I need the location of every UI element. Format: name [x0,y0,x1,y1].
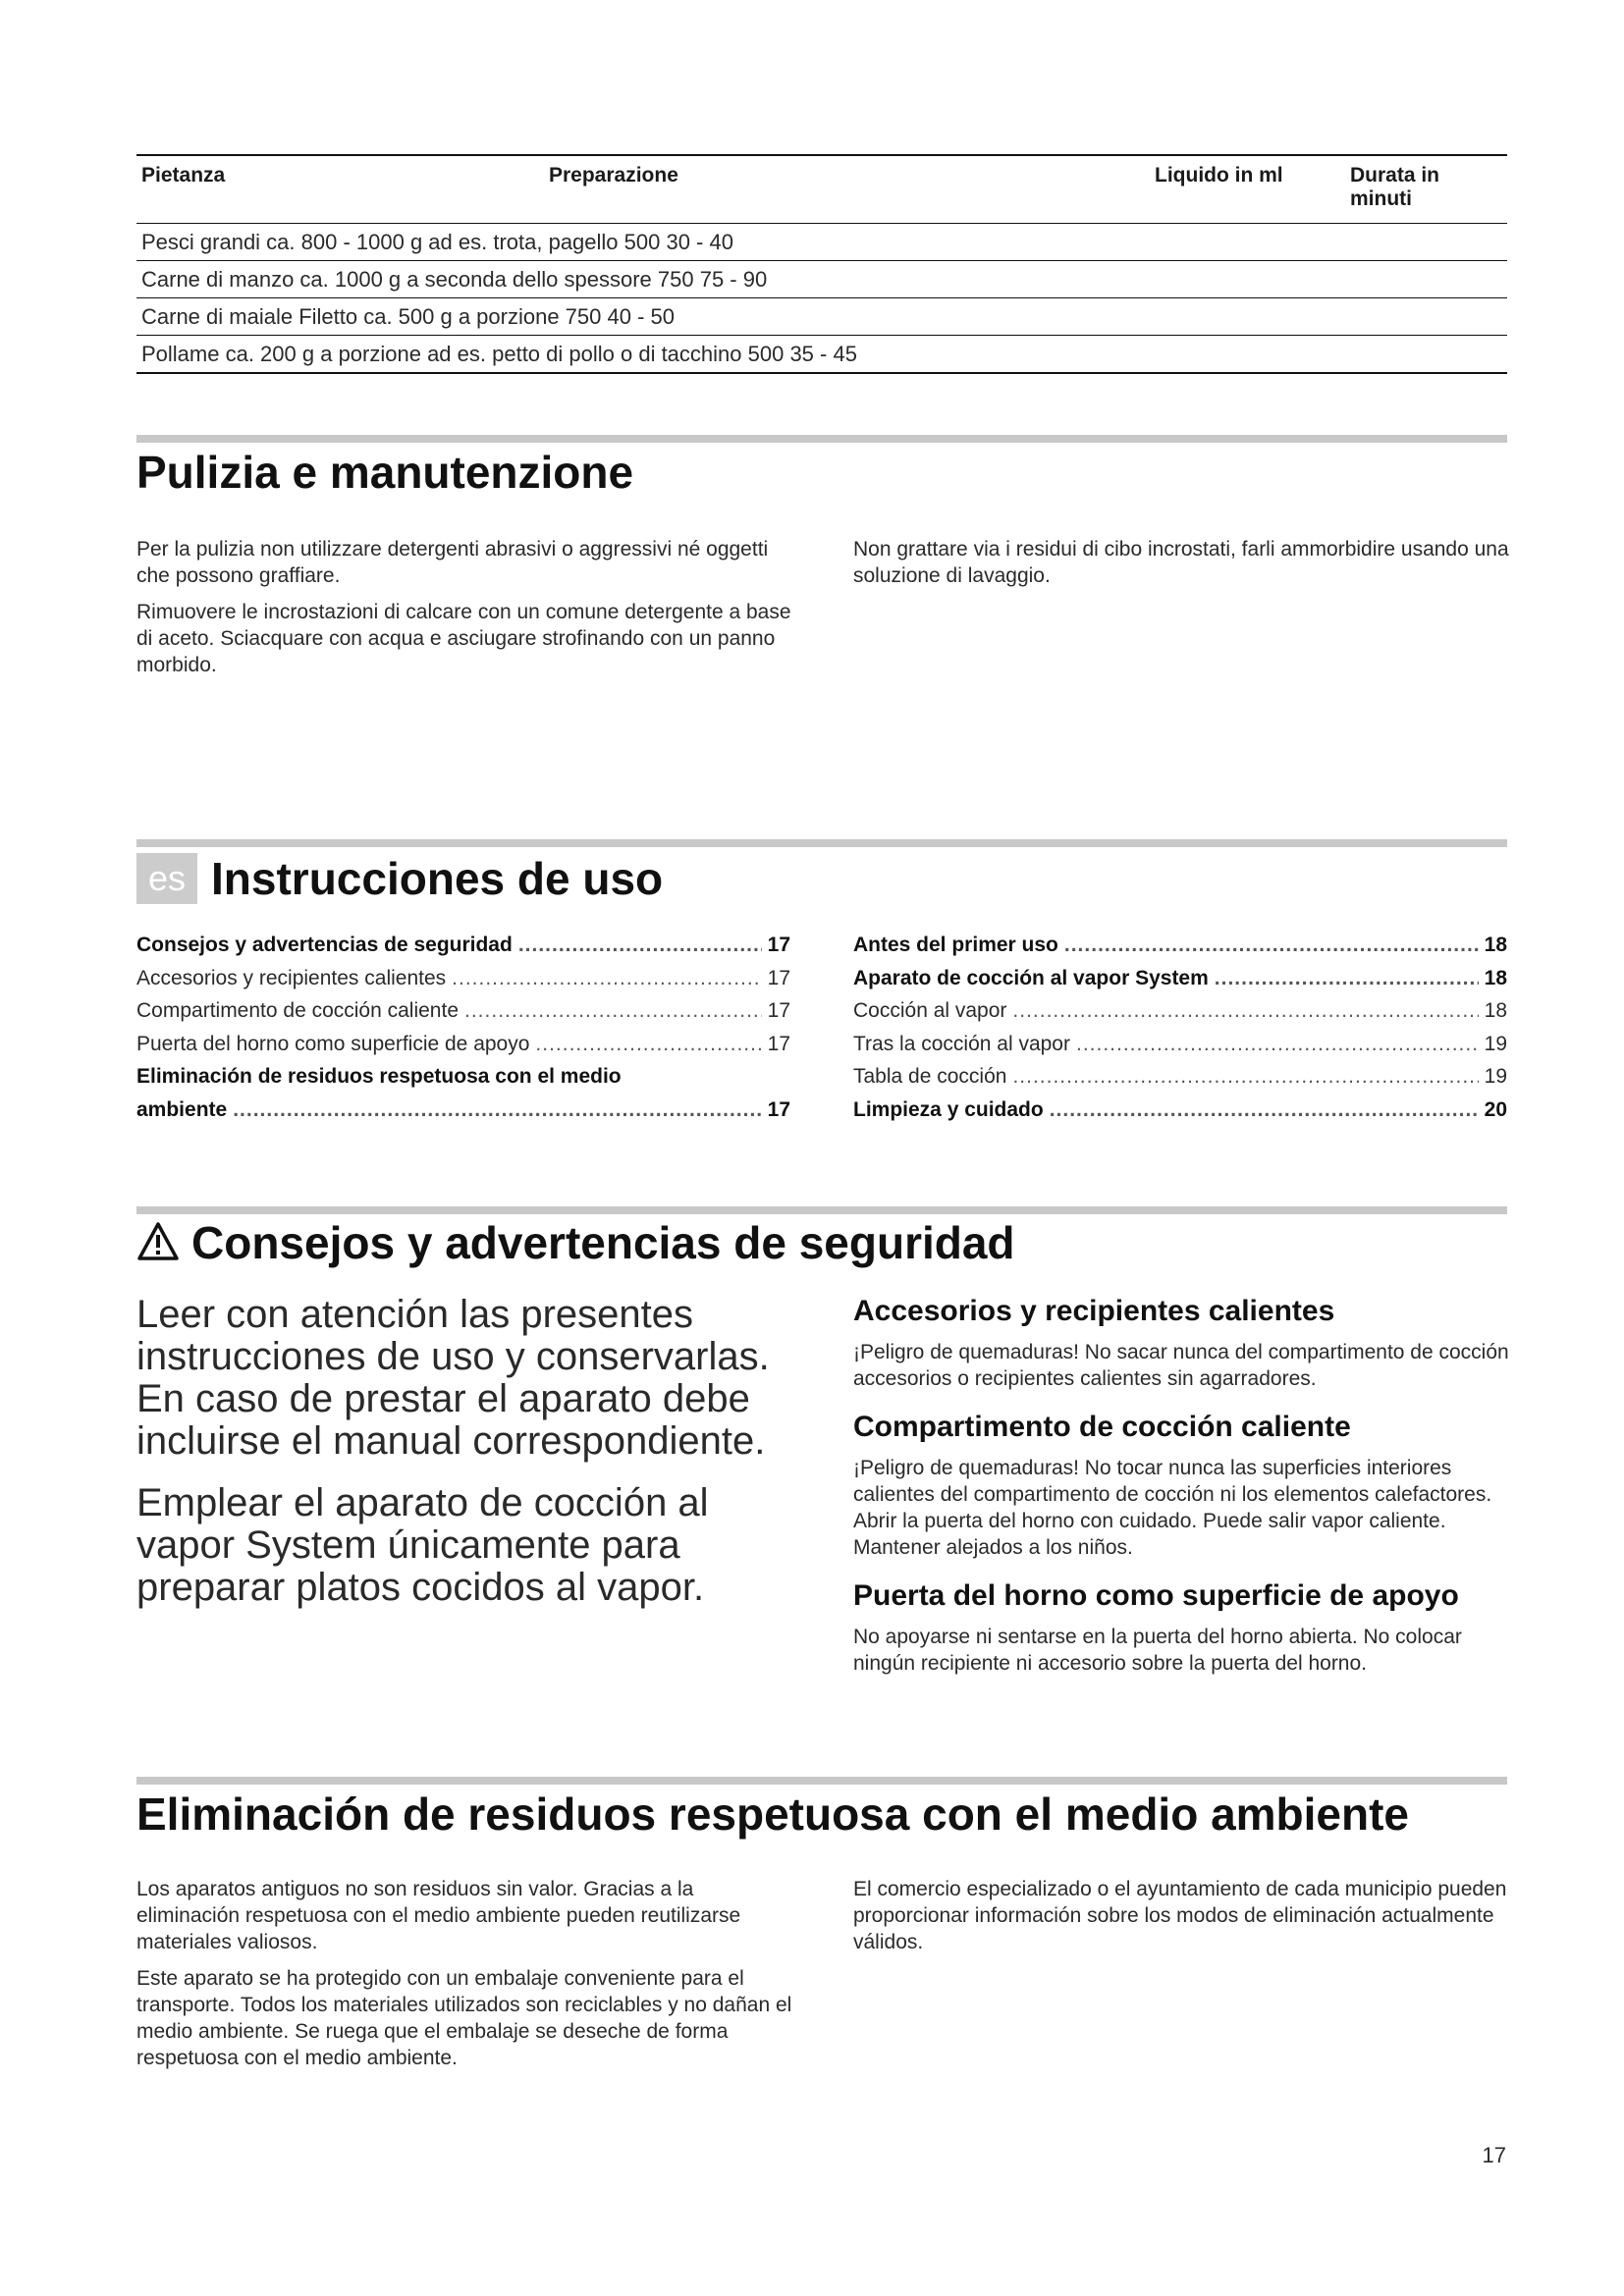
toc-label: Tras la cocción al vapor [853,1032,1070,1055]
eliminacion-title: Eliminación de residuos respetuosa con el medio ambiente [136,1789,1410,1840]
toc-label: Cocción al vapor [853,999,1007,1022]
toc-label-line2: ambiente [136,1097,228,1121]
col-header-preparazione: Preparazione [549,164,678,187]
table-cell: Carne di manzo ca. 1000 g a seconda dello spessore 750 75 - 90 [141,267,768,292]
table-row [136,224,1507,261]
toc-page: 19 [1484,1032,1507,1055]
toc-entry[interactable] [136,929,790,962]
toc-label: Tabla de cocción [853,1065,1007,1088]
consejos-title: Consejos y advertencias de seguridad [191,1217,1015,1268]
table-cell: Carne di maiale Filetto ca. 500 g a porzione 750 40 - 50 [141,304,675,329]
toc-label: Aparato de cocción al vapor System [853,966,1209,989]
toc-page: 17 [767,1097,790,1121]
consejos-title-row [136,1217,1015,1268]
cooking-table [136,154,1507,374]
instrucciones-title: Instrucciones de uso [211,853,664,904]
toc-label: Puerta del horno como superficie de apoyo [136,1032,530,1055]
subsection-heading: Puerta del horno como superficie de apoyo [853,1579,1459,1612]
toc-right [853,929,1507,1126]
pulizia-right-column [853,536,1511,599]
section-divider [136,1777,1507,1785]
subsection-heading: Accesorios y recipientes calientes [853,1295,1335,1327]
toc-leader [233,1094,761,1127]
consejos-intro [136,1294,804,1629]
eliminacion-right-column [853,1876,1511,1965]
warning-triangle-icon [136,1221,180,1262]
toc-leader [1012,1060,1478,1094]
toc-page: 20 [1484,1097,1507,1121]
toc-label: Consejos y advertencias de seguridad [136,934,513,956]
section-divider [136,435,1507,443]
toc-entry[interactable] [853,962,1507,995]
toc-page: 18 [1484,999,1507,1022]
page-number: 17 [1482,2143,1506,2167]
consejos-subsections [853,1294,1521,1677]
toc-page: 17 [767,934,790,956]
instrucciones-title-row [136,853,663,904]
section-divider [136,839,1507,847]
toc-leader [1012,994,1478,1028]
paragraph: Este aparato se ha protegido con un embalaje conveniente para el transporte. Todos los materiales utilizados son reciclables y no dañan el medio ambiente. Se ruega que el embalaje se deseche de forma respetuosa con el medio ambiente. [136,1967,792,2069]
toc-left [136,929,790,1126]
paragraph: Rimuovere le incrostazioni di calcare con un comune detergente a base di aceto. Sciacquare con acqua e asciugare strofinando con un panno morbido. [136,601,791,676]
table-row [136,298,1507,336]
subsection-text: ¡Peligro de quemaduras! No sacar nunca del compartimento de cocción accesorios o recipientes calientes sin agarradores. [853,1341,1509,1390]
toc-page: 17 [767,999,790,1022]
toc-label: Accesorios y recipientes calientes [136,966,447,989]
toc-leader [518,929,762,962]
toc-label-line1: Eliminación de residuos respetuosa con el medio [136,1065,622,1088]
table-cell: Pesci grandi ca. 800 - 1000 g ad es. trota, pagello 500 30 - 40 [141,230,733,254]
paragraph: Los aparatos antiguos no son residuos sin valor. Gracias a la eliminación respetuosa con el medio ambiente pueden reutilizarse materiales valiosos. [136,1878,741,1953]
toc-page: 17 [767,966,790,989]
toc-leader [1076,1028,1479,1061]
toc-leader [1215,962,1479,995]
toc-leader [464,994,762,1028]
toc-leader [1064,929,1479,962]
toc-page: 19 [1484,1065,1507,1088]
toc-page: 18 [1484,934,1507,956]
table-header [136,154,1507,224]
col-header-liquido: Liquido in ml [1155,164,1283,187]
toc-entry[interactable] [853,994,1507,1028]
toc-page: 17 [767,1032,790,1055]
language-badge: es [136,853,197,904]
paragraph: El comercio especializado o el ayuntamiento de cada municipio pueden proporcionar información sobre los modos de eliminación actualmente válidos. [853,1878,1507,1953]
toc-entry[interactable] [853,1094,1507,1127]
paragraph: Non grattare via i residui di cibo incrostati, farli ammorbidire usando una soluzione di lavaggio. [853,538,1509,587]
toc-entry[interactable] [136,962,790,995]
toc-entry[interactable] [853,929,1507,962]
pulizia-title: Pulizia e manutenzione [136,447,634,498]
subsection-heading: Compartimento de cocción caliente [853,1411,1351,1443]
toc-entry[interactable] [136,994,790,1028]
table-row [136,336,1507,374]
section-divider [136,1206,1507,1214]
toc-leader [452,962,761,995]
subsection [853,1410,1521,1561]
subsection [853,1294,1521,1392]
toc-entry[interactable] [853,1060,1507,1094]
col-header-durata: Durata in minuti [1350,164,1440,210]
intro-paragraph: Emplear el aparato de cocción al vapor System únicamente para preparar platos cocidos al vapor. [136,1481,709,1609]
intro-paragraph: Leer con atención las presentes instrucciones de uso y conservarlas. En caso de prestar el aparato debe incluirse el manual correspondiente. [136,1293,770,1463]
toc-entry[interactable] [136,1028,790,1061]
toc-leader [535,1028,761,1061]
toc-label: Compartimento de cocción caliente [136,999,460,1022]
table-row [136,261,1507,298]
subsection-text: No apoyarse ni sentarse en la puerta del horno abierta. No colocar ningún recipiente ni accesorio sobre la puerta del horno. [853,1626,1462,1675]
subsection [853,1578,1521,1677]
subsection-text: ¡Peligro de quemaduras! No tocar nunca las superficies interiores calientes del compartimento de cocción ni los elementos calefactores. Abrir la puerta del horno con cuidado. Puede salir vapor caliente. Mantener alejados a los niños. [853,1457,1492,1559]
toc-leader [1050,1094,1479,1127]
pulizia-left-column [136,536,794,688]
toc-label: Limpieza y cuidado [853,1097,1044,1121]
toc-entry-wrapped[interactable] [136,1060,790,1126]
paragraph: Per la pulizia non utilizzare detergenti abrasivi o aggressivi né oggetti che possono graffiare. [136,538,769,587]
toc-entry[interactable] [853,1028,1507,1061]
eliminacion-left-column [136,1876,794,2081]
col-header-pietanza: Pietanza [141,164,226,187]
toc-label: Antes del primer uso [853,934,1058,956]
toc-page: 18 [1484,966,1507,989]
table-cell: Pollame ca. 200 g a porzione ad es. petto di pollo o di tacchino 500 35 - 45 [141,342,857,366]
